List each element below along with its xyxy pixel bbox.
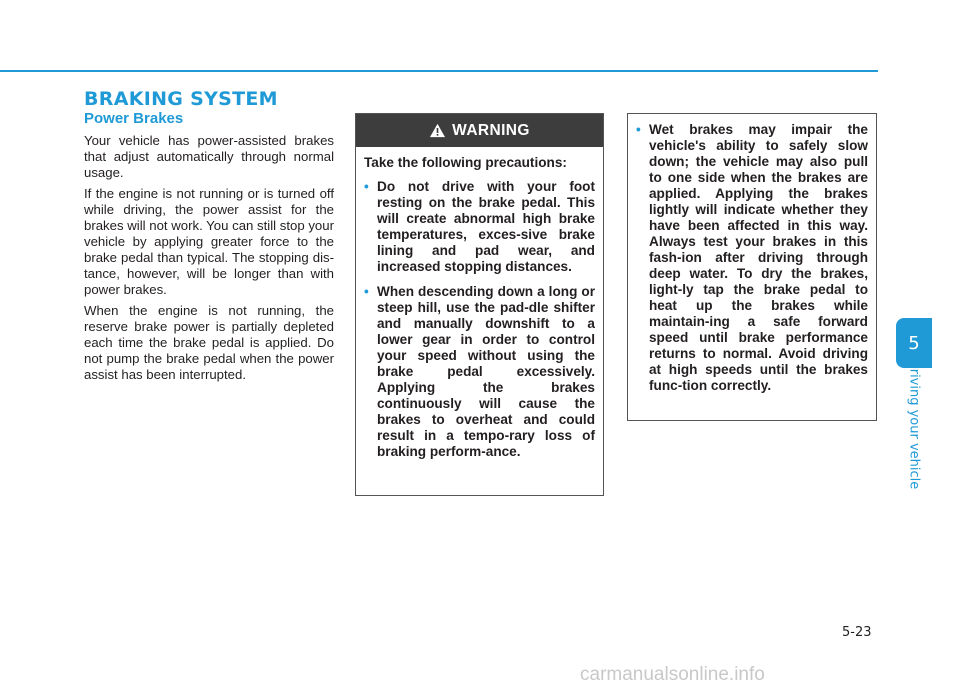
- warning-list: [364, 179, 595, 460]
- warning-header: [356, 114, 603, 147]
- list-item-text: Do not drive with your foot resting on the brake pedal. This will create abnormal high brake temperatures, exces-sive brake lining and pad wear, and increased stopping distances.: [377, 179, 595, 274]
- header-rule: [0, 70, 878, 72]
- paragraph: If the engine is not running or is turned off while driving, the power assist for the brakes will not work. You can still stop your vehicle by applying greater force to the brake pedal than typical. The stopping dis-tance, however, will be longer than with power brakes.: [84, 186, 334, 297]
- list-item: [364, 179, 595, 275]
- bullet-icon: •: [364, 284, 369, 299]
- section-title: BRAKING SYSTEM: [84, 88, 278, 110]
- list-item: [636, 122, 868, 394]
- wet-brakes-box: [627, 113, 877, 421]
- watermark: carmanualsonline.info: [580, 664, 765, 685]
- warning-box: [355, 113, 604, 496]
- chapter-label: Driving your vehicle: [906, 358, 922, 490]
- list-item-text: Wet brakes may impair the vehicle's ability to safely slow down; the vehicle may also pull to one side when the brakes are applied. Applying the brakes lightly will indicate whether they have been affected in this way. Always test your brakes in this fash-ion after driving through deep water. To dry the brakes, light-ly tap the brake pedal to heat up the brakes while maintain-ing a safe forward speed until brake performance returns to normal. Avoid driving at high speeds until the brakes func-tion correctly.: [649, 122, 868, 393]
- warning-triangle-icon: [429, 123, 446, 138]
- list-item-text: When descending down a long or steep hill, use the pad-dle shifter and manually downshift to a lower gear in order to control your speed without using the brake pedal excessively. Applying the brakes continuously will cause the brakes to overheat and could result in a tempo-rary loss of braking perform-ance.: [377, 284, 595, 459]
- paragraph: Your vehicle has power-assisted brakes that adjust automatically through normal usage.: [84, 133, 334, 180]
- power-brakes-section: [84, 110, 334, 388]
- bullet-icon: •: [364, 179, 369, 194]
- bullet-icon: •: [636, 122, 641, 137]
- page-number: 5-23: [842, 625, 872, 640]
- warning-intro: Take the following precautions:: [364, 155, 567, 170]
- paragraph: When the engine is not running, the reserve brake power is partially depleted each time the brake pedal is applied. Do not pump the brake pedal when the power assist has been interrupted.: [84, 303, 334, 382]
- chapter-number: 5: [908, 332, 920, 354]
- wet-brakes-list: [636, 122, 868, 394]
- warning-label: WARNING: [452, 121, 530, 139]
- power-brakes-subtitle: Power Brakes: [84, 110, 184, 127]
- list-item: [364, 284, 595, 460]
- warning-body: [356, 147, 603, 460]
